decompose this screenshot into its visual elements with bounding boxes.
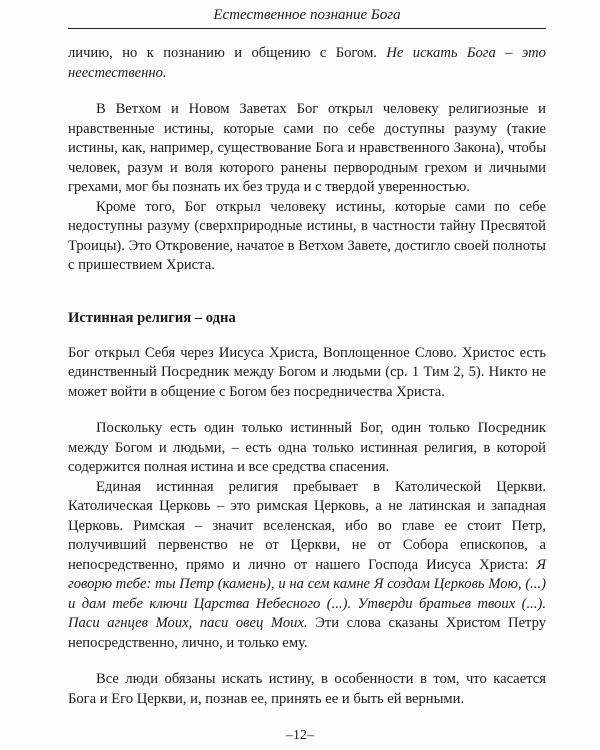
paragraph-continuation-emphasis: Не искать Бога – это неестественно. [68, 45, 546, 81]
paragraph-revelation: В Ветхом и Новом Заветах Бог открыл человеку религиозные и нравственные истины, которые сами по себе доступны разуму (такие истины, как, например, существование Бога и нравственного Закона), чтобы человек, разум и воля которого ранены первородным грехом и личными грехами, мог бы познать их без труда и с твердой уверенностью. [68, 101, 546, 195]
page-footer [0, 727, 600, 745]
page-number: –12– [286, 728, 314, 743]
paragraph-continuation [68, 44, 546, 83]
paragraph-one-religion: Поскольку есть один только истинный Бог, один только Посредник между Богом и людьми, – есть одна только истинная религия, в которой содержится полная истина и все средства спасения. [68, 420, 546, 475]
paragraph-seek-truth: Все люди обязаны искать истину, в особенности в том, что касается Бога и Его Церкви, и, познав ее, принять ее и быть ей верными. [68, 671, 546, 707]
gospel-quote: Я говорю тебе: ты Петр (камень), и на сем камне Я создам Церковь Мою, (...) и дам тебе ключи Царства Небесного (...). Утверди братьев твоих (...). Паси агнцев Моих, паси овец Моих. [68, 556, 546, 631]
paragraph-catholic-church-text: Единая истинная религия пребывает в Католической Церкви. Католическая Церковь – это римская Церковь, а не латинская и западная Церковь. Римская – значит вселенская, ибо во главе ее стоит Петр, получивший первенство не от Церкви, не от Собора епископов, а непосредственно, прямо и лично от нашего Господа Иисуса Христа: [68, 478, 546, 573]
paragraph-christ-mediator: Бог открыл Себя через Иисуса Христа, Воплощенное Слово. Христос есть единственный Посредник между Богом и людьми (ср. 1 Тим 2, 5). Никто не может войти в общение с Богом без посредничества Христа. [68, 344, 546, 400]
section-heading: Истинная религия – одна [68, 309, 236, 326]
running-header-title: Естественное познание Бога [213, 7, 401, 23]
running-header [68, 6, 546, 29]
paragraph-catholic-church-ending: Эти слова сказаны Христом Петру непосредственно, лично, и только ему. [68, 615, 546, 651]
paragraph-supernatural-truths: Кроме того, Бог открыл человеку истины, которые сами по себе недоступны разуму (сверхприродные истины, в частности тайну Пресвятой Троицы). Это Откровение, начатое в Ветхом Завете, достигло своей полноты с пришествием Христа. [68, 198, 546, 273]
paragraph-continuation-text: личию, но к познанию и общению с Богом. [68, 45, 387, 61]
page-body [68, 44, 546, 709]
paragraph-catholic-church [68, 478, 546, 654]
